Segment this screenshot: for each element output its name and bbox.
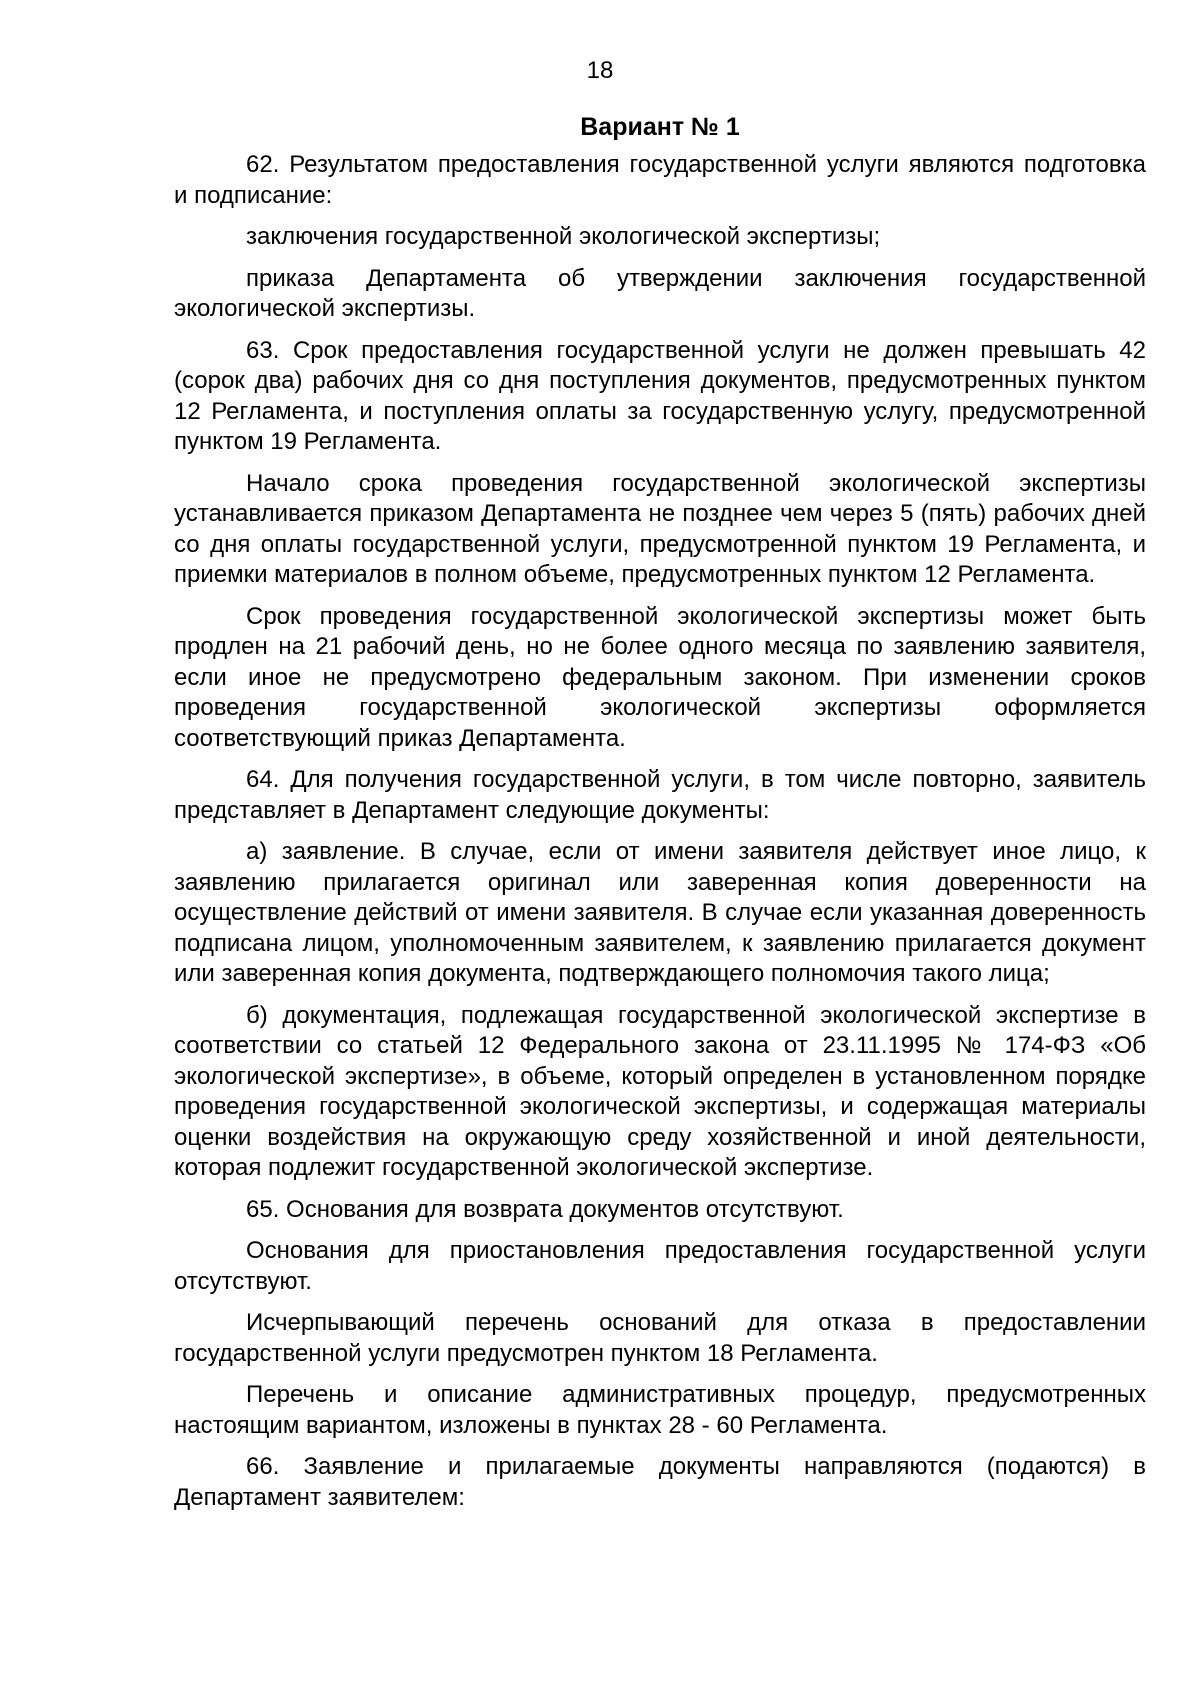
paragraph-64-item-b: б) документация, подлежащая государственной экологической экспертизе в соответствии со статьей 12 Федерального закона от 23.11.1995 № 174-ФЗ «Об экологической экспертизе», в объеме, который определен в установленном порядке проведения государственной экологической экспертизы, и содержащая материалы оценки воздействия на окружающую среду хозяйственной и иной деятельности, которая подлежит государственной экологической экспертизе. xyxy=(174,1001,1146,1181)
paragraph-63-start-term: Начало срока проведения государственной экологической экспертизы устанавливается приказом Департамента не позднее чем через 5 (пять) рабочих дней со дня оплаты государственной услуги, предусмотренной пунктом 19 Регламента, и приемки материалов в полном объеме, предусмотренных пунктом 12 Регламента. xyxy=(174,469,1146,588)
paragraph-65: 65. Основания для возврата документов отсутствуют. xyxy=(246,1195,844,1223)
paragraph-62: 62. Результатом предоставления государственной услуги являются подготовка и подписание: xyxy=(174,151,1146,209)
paragraph-62-item-conclusion: заключения государственной экологической экспертизы; xyxy=(246,223,881,250)
paragraph-65-procedures: Перечень и описание административных процедур, предусмотренных настоящим вариантом, изложены в пунктах 28 - 60 Регламента. xyxy=(174,1381,1146,1439)
paragraph-64: 64. Для получения государственной услуги, в том числе повторно, заявитель представляет в Департамент следующие документы: xyxy=(174,766,1146,824)
document-body xyxy=(174,112,1146,1524)
paragraph-62-item-order: приказа Департамента об утверждении заключения государственной экологической экспертизы. xyxy=(174,264,1146,322)
section-heading: Вариант № 1 xyxy=(580,113,740,141)
paragraph-63-extension: Срок проведения государственной экологической экспертизы может быть продлен на 21 рабочий день, но не более одного месяца по заявлению заявителя, если иное не предусмотрено федеральным законом. При изменении сроков проведения государственной экологической экспертизы оформляется соответствующий приказ Департамента. xyxy=(174,602,1146,752)
paragraph-65-suspension: Основания для приостановления предоставления государственной услуги отсутствуют. xyxy=(174,1237,1146,1295)
paragraph-64-item-a: а) заявление. В случае, если от имени заявителя действует иное лицо, к заявлению прилагается оригинал или заверенная копия доверенности на осуществление действий от имени заявителя. В случае если указанная доверенность подписана лицом, уполномоченным заявителем, к заявлению прилагается документ или заверенная копия документа, подтверждающего полномочия такого лица; xyxy=(174,838,1146,987)
paragraph-66: 66. Заявление и прилагаемые документы направляются (подаются) в Департамент заявителем: xyxy=(174,1453,1146,1511)
page-number: 18 xyxy=(586,57,614,84)
paragraph-63: 63. Срок предоставления государственной услуги не должен превышать 42 (сорок два) рабочих дня со дня поступления документов, предусмотренных пунктом 12 Регламента, и поступления оплаты за государственную услугу, предусмотренной пунктом 19 Регламента. xyxy=(174,336,1146,455)
paragraph-65-refusal: Исчерпывающий перечень оснований для отказа в предоставлении государственной услуги предусмотрен пунктом 18 Регламента. xyxy=(174,1309,1146,1367)
